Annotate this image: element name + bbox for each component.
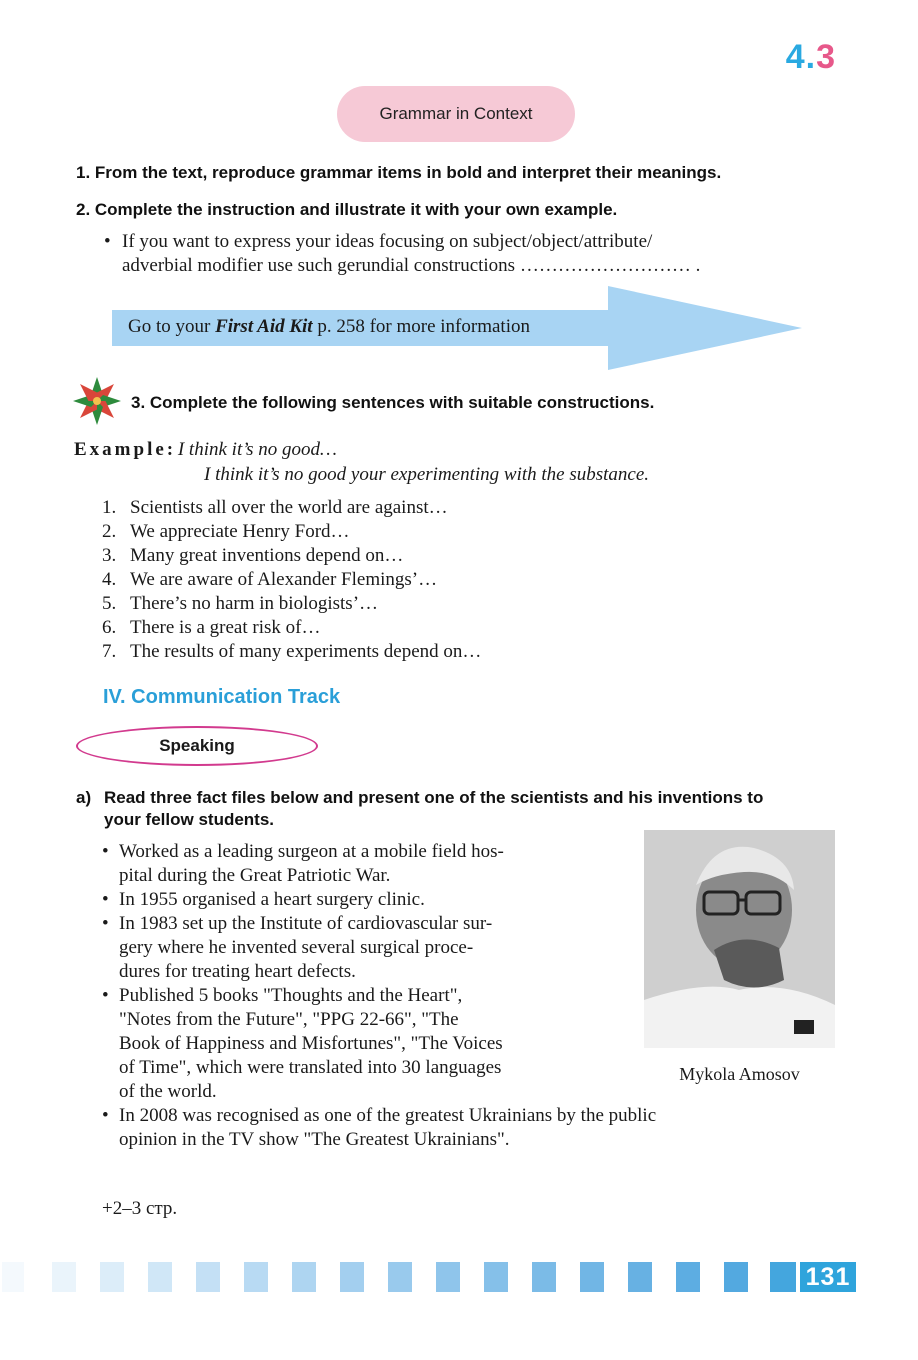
list-item — [102, 616, 481, 640]
fact-line: pital during the Great Patriotic War. — [119, 865, 391, 886]
first-aid-kit-title: First Aid Kit — [215, 316, 313, 337]
list-item — [102, 520, 481, 544]
bullet-icon: • — [102, 985, 109, 1006]
example-line-1: I think it’s no good… — [177, 439, 337, 460]
list-item — [102, 592, 481, 616]
square-decoration — [676, 1262, 700, 1292]
bullet-icon: • — [102, 913, 109, 934]
section-number-part1: 4. — [785, 38, 817, 76]
item-text: Scientists all over the world are against… — [130, 497, 448, 518]
fact-item — [102, 888, 617, 912]
square-decoration — [52, 1262, 76, 1292]
square-decoration — [292, 1262, 316, 1292]
square-decoration — [484, 1262, 508, 1292]
page-note: +2–3 стр. — [102, 1198, 178, 1219]
bullet-icon: • — [102, 889, 109, 910]
square-decoration — [580, 1262, 604, 1292]
square-decoration — [770, 1262, 796, 1292]
square-decoration — [436, 1262, 460, 1292]
task-a-marker: a) — [76, 788, 92, 807]
bullet-icon: • — [102, 841, 109, 862]
instruction-line-2: adverbial modifier use such gerundial constructions ……………………… . — [122, 255, 701, 276]
sentence-list — [102, 496, 481, 664]
fact-item — [102, 984, 617, 1104]
fact-line: opinion in the TV show "The Greatest Ukrainians". — [119, 1129, 510, 1150]
fact-item — [102, 1104, 839, 1152]
grammar-in-context-label: Grammar in Context — [379, 104, 533, 123]
fact-line: "Notes from the Future", "PPG 22-66", "The — [119, 1009, 459, 1030]
speaking-label: Speaking — [159, 736, 235, 755]
star-icon — [72, 376, 122, 426]
fact-line: Published 5 books "Thoughts and the Heart", — [119, 985, 463, 1006]
square-decoration — [2, 1262, 24, 1292]
fact-line: of Time", which were translated into 30 languages — [119, 1057, 502, 1078]
instruction-bullet — [104, 230, 844, 278]
example-line-2: I think it’s no good your experimenting with the substance. — [204, 464, 650, 485]
speaking-badge — [76, 726, 318, 766]
list-item — [102, 544, 481, 568]
square-decoration — [532, 1262, 556, 1292]
task-a-line-2: your fellow students. — [104, 810, 275, 829]
instruction-line-1: If you want to express your ideas focusing on subject/object/attribute/ — [122, 231, 653, 252]
task-1: 1. From the text, reproduce grammar items in bold and interpret their meanings. — [76, 163, 722, 182]
list-item — [102, 568, 481, 592]
portrait-photo — [644, 830, 835, 1048]
item-number: 2. — [102, 521, 117, 542]
item-text: We are aware of Alexander Flemings’… — [130, 569, 438, 590]
item-number: 5. — [102, 593, 117, 614]
fact-line: In 1955 organised a heart surgery clinic. — [119, 889, 425, 910]
grammar-in-context-badge — [337, 86, 575, 142]
photo-caption: Mykola Amosov — [679, 1064, 800, 1084]
page-number: 131 — [800, 1262, 856, 1292]
item-number: 4. — [102, 569, 117, 590]
first-aid-kit-reference — [128, 316, 530, 338]
square-decoration — [340, 1262, 364, 1292]
item-text: Many great inventions depend on… — [130, 545, 404, 566]
square-decoration — [724, 1262, 748, 1292]
fact-line: gery where he invented several surgical proce- — [119, 937, 474, 958]
task-a-line-1: Read three fact files below and present one of the scientists and his inventions to — [104, 788, 764, 807]
square-decoration — [196, 1262, 220, 1292]
fact-line: dures for treating heart defects. — [119, 961, 356, 982]
arrow-text-after: p. 258 for more information — [312, 316, 530, 337]
item-number: 7. — [102, 641, 117, 662]
square-decoration — [244, 1262, 268, 1292]
item-text: There’s no harm in biologists’… — [130, 593, 379, 614]
item-number: 3. — [102, 545, 117, 566]
item-text: The results of many experiments depend on… — [130, 641, 482, 662]
communication-track-heading: IV. Communication Track — [103, 686, 341, 708]
square-decoration — [628, 1262, 652, 1292]
item-number: 1. — [102, 497, 117, 518]
example-label: Example — [74, 439, 167, 460]
square-decoration — [100, 1262, 124, 1292]
square-decoration — [388, 1262, 412, 1292]
item-text: There is a great risk of… — [130, 617, 321, 638]
bullet-icon: • — [104, 231, 111, 252]
list-item — [102, 496, 481, 520]
fact-line: In 2008 was recognised as one of the greatest Ukrainians by the public — [119, 1105, 657, 1126]
fact-line: In 1983 set up the Institute of cardiovascular sur- — [119, 913, 493, 934]
first-aid-kit-arrow — [112, 286, 802, 370]
bullet-icon: • — [102, 1105, 109, 1126]
fact-item — [102, 912, 617, 984]
fact-item — [102, 840, 617, 888]
fact-line: Book of Happiness and Misfortunes", "The Voices — [119, 1033, 503, 1054]
arrow-text-before: Go to your — [128, 316, 216, 337]
task-a — [76, 787, 856, 831]
item-number: 6. — [102, 617, 117, 638]
task-2: 2. Complete the instruction and illustrate it with your own example. — [76, 200, 618, 219]
task-3: 3. Complete the following sentences with suitable constructions. — [131, 393, 655, 412]
item-text: We appreciate Henry Ford… — [130, 521, 350, 542]
list-item — [102, 640, 481, 664]
square-decoration — [148, 1262, 172, 1292]
decorative-squares — [0, 1262, 800, 1292]
fact-line: of the world. — [119, 1081, 217, 1102]
section-number-part2: 3 — [816, 38, 836, 76]
fact-line: Worked as a leading surgeon at a mobile field hos- — [119, 841, 504, 862]
example-block: Example: I think it’s no good… I think it’s no good your experimenting with the substance. — [74, 439, 650, 485]
section-number — [786, 38, 836, 77]
